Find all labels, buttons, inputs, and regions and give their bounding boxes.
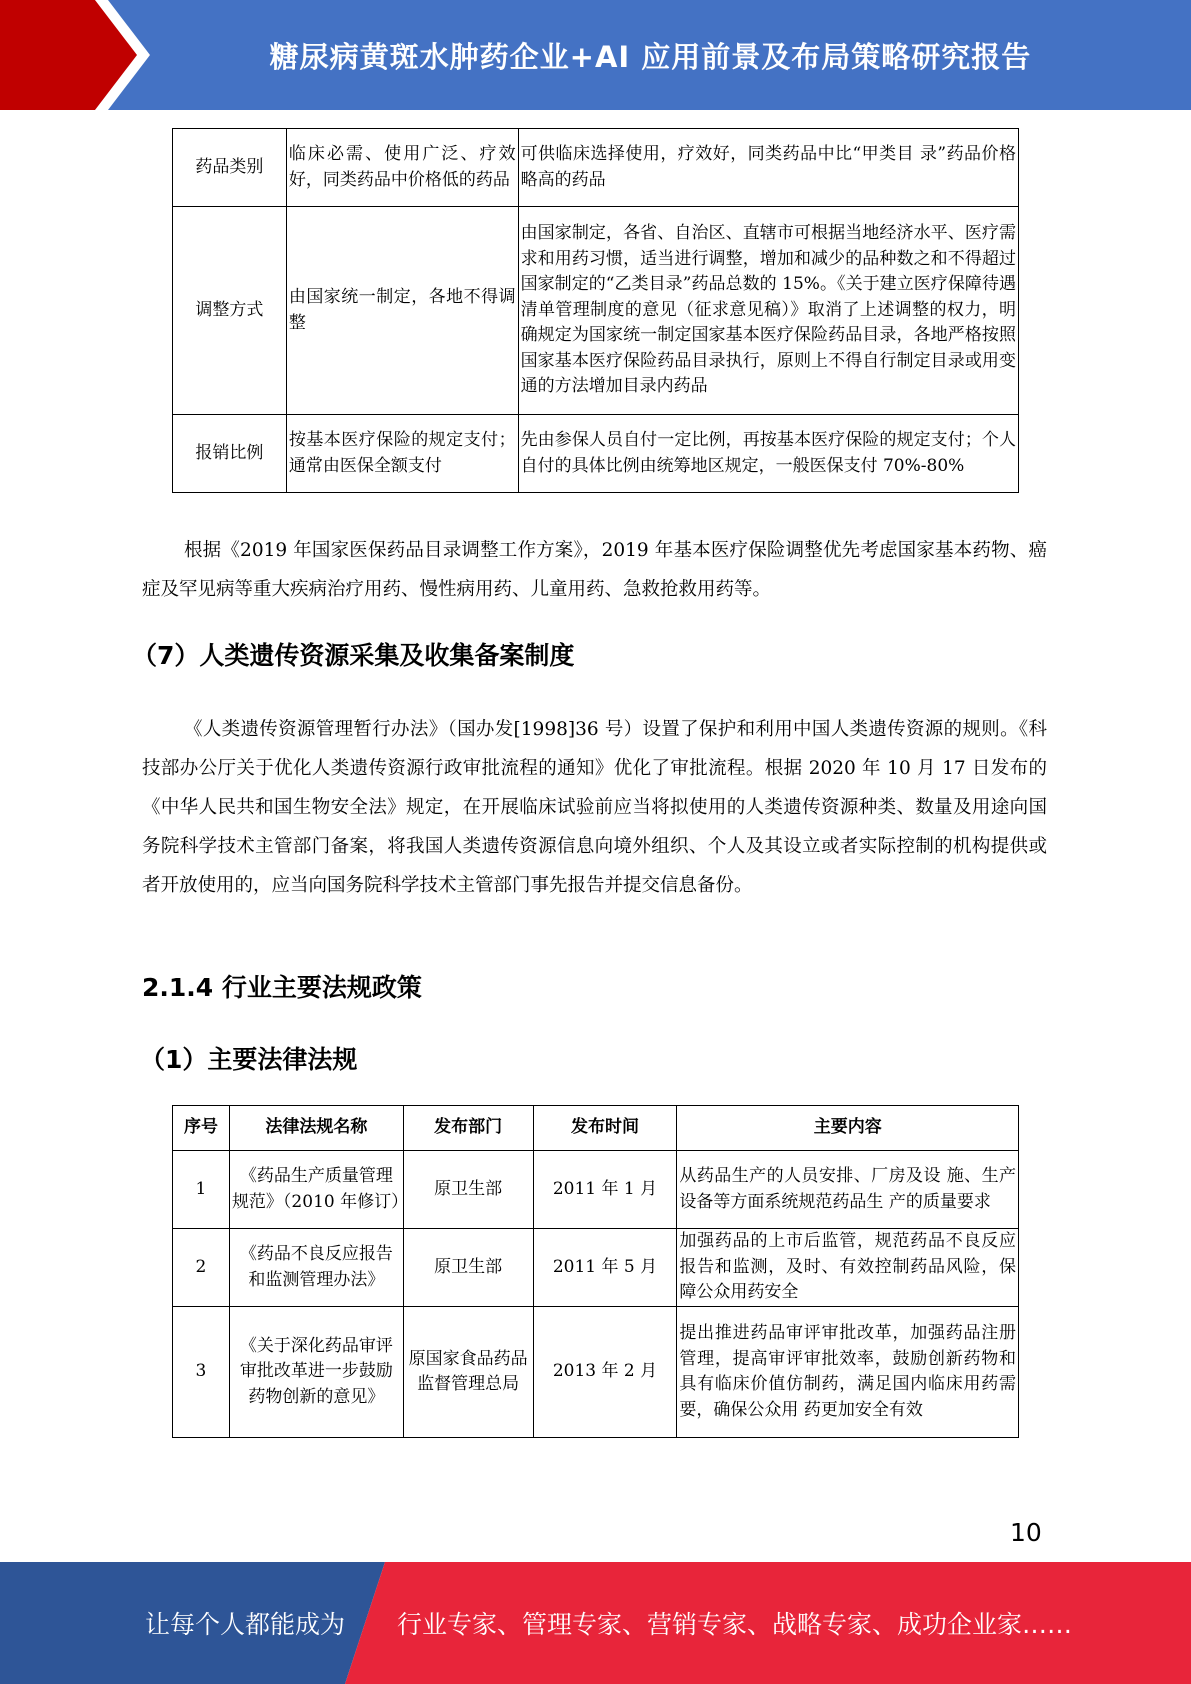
insurance-catalog-table [172, 128, 1019, 493]
header-banner [0, 0, 1191, 110]
table-cell: 可供临床选择使用，疗效好，同类药品中比“甲类目 录”药品价格略高的药品 [518, 129, 1018, 207]
column-header: 发布部门 [403, 1106, 533, 1151]
table-cell: 原国家食品药品监督管理总局 [403, 1307, 533, 1438]
table-cell: 《药品不良反应报告和监测管理办法》 [229, 1229, 403, 1307]
table-cell: 按基本医疗保险的规定支付；通常由医保全额支付 [286, 415, 518, 493]
table-row [173, 1307, 1019, 1438]
table-cell: 原卫生部 [403, 1229, 533, 1307]
report-title: 糖尿病黄斑水肿药企业+AI 应用前景及布局策略研究报告 [269, 39, 1032, 74]
table-cell: 先由参保人员自付一定比例，再按基本医疗保险的规定支付；个人自付的具体比例由统筹地区规定，一般医保支付 70%-80% [518, 415, 1018, 493]
table-cell: 《药品生产质量管理规范》（2010 年修订） [229, 1151, 403, 1229]
column-header: 主要内容 [677, 1106, 1019, 1151]
table-cell: 加强药品的上市后监管，规范药品不良反应报告和监测，及时、有效控制药品风险，保障公众用药安全 [677, 1229, 1019, 1307]
table-cell: 由国家制定，各省、自治区、直辖市可根据当地经济水平、医疗需求和用药习惯，适当进行调整，增加和减少的品种数之和不得超过国家制定的“乙类目录”药品总数的 15%。《关于建立医疗保障待遇清单管理制度的意见（征求意见稿）》取消了上述调整的权力，明确规定为国家统一制定国家基本医疗保险药品目录，各地严格按照国家基本医疗保险药品目录执行，原则上不得自行制定目录或用变通的方法增加目录内药品 [518, 207, 1018, 415]
table-cell: 调整方式 [173, 207, 287, 415]
body-paragraph: 《人类遗传资源管理暂行办法》（国办发[1998]36 号）设置了保护和利用中国人类遗传资源的规则。《科技部办公厅关于优化人类遗传资源行政审批流程的通知》优化了审批流程。根据 2020 年 10 月 17 日发布的《中华人民共和国生物安全法》规定，在开展临床试验前应当将拟使用的人类遗传资源种类、数量及用途向国务院科学技术主管部门备案，将我国人类遗传资源信息向境外组织、个人及其设立或者实际控制的机构提供或者开放使用的，应当向国务院科学技术主管部门事先报告并提交信息备份。 [142, 719, 1047, 896]
section-heading: 2.1.4 行业主要法规政策 [142, 973, 422, 1002]
table-row [173, 415, 1019, 493]
table-cell: 从药品生产的人员安排、厂房及设 施、生产设备等方面系统规范药品生 产的质量要求 [677, 1151, 1019, 1229]
column-header: 法律法规名称 [229, 1106, 403, 1151]
header-arrow-decoration [0, 0, 150, 110]
footer-slogan-right: 行业专家、管理专家、营销专家、战略专家、成功企业家…… [397, 1610, 1073, 1639]
subsection-heading: （1）主要法律法规 [140, 1045, 358, 1074]
section-heading: （7）人类遗传资源采集及收集备案制度 [132, 641, 575, 670]
table-cell: 2 [173, 1229, 230, 1307]
table-row [173, 1151, 1019, 1229]
column-header: 发布时间 [533, 1106, 677, 1151]
table-cell: 3 [173, 1307, 230, 1438]
column-header: 序号 [173, 1106, 230, 1151]
laws-table [172, 1105, 1019, 1438]
page-number: 10 [1010, 1518, 1042, 1547]
table-row [173, 1229, 1019, 1307]
table-cell: 原卫生部 [403, 1151, 533, 1229]
table-header-row [173, 1106, 1019, 1151]
table-cell: 2011 年 5 月 [533, 1229, 677, 1307]
body-paragraph: 根据《2019 年国家医保药品目录调整工作方案》，2019 年基本医疗保险调整优先考虑国家基本药物、癌症及罕见病等重大疾病治疗用药、慢性病用药、儿童用药、急救抢救用药等。 [142, 540, 1047, 600]
footer-slogan-left: 让每个人都能成为 [145, 1610, 346, 1639]
table-cell: 由国家统一制定，各地不得调整 [286, 207, 518, 415]
table-row [173, 207, 1019, 415]
table-cell: 报销比例 [173, 415, 287, 493]
table-cell: 2013 年 2 月 [533, 1307, 677, 1438]
table-cell: 临床必需、使用广泛、疗效好，同类药品中价格低的药品 [286, 129, 518, 207]
table-cell: 2011 年 1 月 [533, 1151, 677, 1229]
table-cell: 药品类别 [173, 129, 287, 207]
table-cell: 1 [173, 1151, 230, 1229]
table-cell: 提出推进药品审评审批改革，加强药品注册管理，提高审评审批效率，鼓励创新药物和具有临床价值仿制药，满足国内临床用药需要，确保公众用 药更加安全有效 [677, 1307, 1019, 1438]
table-row [173, 129, 1019, 207]
table-cell: 《关于深化药品审评审批改革进一步鼓励药物创新的意见》 [229, 1307, 403, 1438]
